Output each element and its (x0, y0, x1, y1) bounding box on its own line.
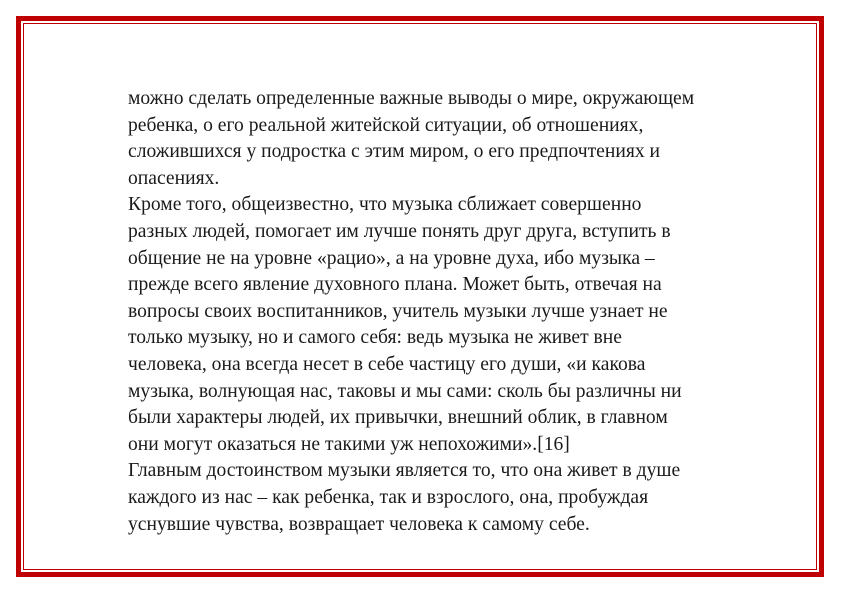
text-line: человека, она всегда несет в себе частицу его души, «и какова (128, 353, 646, 375)
text-line: вопросы своих воспитанников, учитель музыки лучше узнает не (128, 300, 668, 322)
body-text (128, 86, 768, 538)
text-line: они могут оказаться не такими уж непохожими».[16] (128, 433, 570, 455)
text-line: Главным достоинством музыки является то, что она живет в душе (128, 460, 681, 482)
text-line: прежде всего явление духовного плана. Может быть, отвечая на (128, 274, 662, 296)
text-line: Кроме того, общеизвестно, что музыка сближает совершенно (128, 194, 642, 216)
text-line: общение не на уровне «рацио», а на уровне духа, ибо музыка – (128, 247, 655, 269)
text-line: уснувшие чувства, возвращает человека к самому себе. (128, 513, 590, 535)
text-line: можно сделать определенные важные выводы о мире, окружающем (128, 88, 695, 109)
text-line: были характеры людей, их привычки, внешний облик, в главном (128, 407, 668, 429)
text-line: опасениях. (128, 167, 220, 189)
text-line: разных людей, помогает им лучше понять друг друга, вступить в (128, 220, 671, 242)
text-line: музыка, волнующая нас, таковы и мы сами: сколь бы различны ни (128, 380, 682, 402)
text-line: ребенка, о его реальной житейской ситуации, об отношениях, (128, 114, 644, 136)
text-line: сложившихся у подростка с этим миром, о его предпочтениях и (128, 141, 661, 163)
text-line: только музыку, но и самого себя: ведь музыка не живет вне (128, 327, 622, 349)
text-line: каждого из нас – как ребенка, так и взрослого, она, пробуждая (128, 486, 649, 508)
